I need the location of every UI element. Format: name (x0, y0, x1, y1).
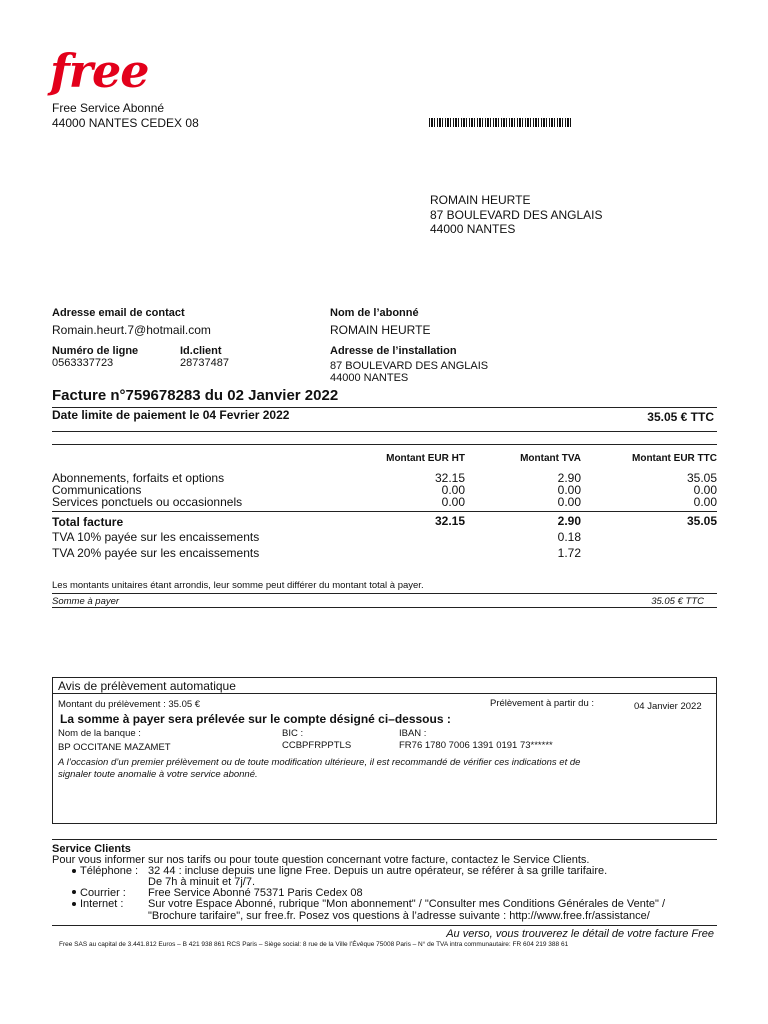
legal-footer: Free SAS au capital de 3.441.812 Euros – B 421 938 861 RCS Paris – Siège social: 8 rue de la Ville l’Évêque 75008 Paris – N° de TVA intra communautaire: FR 604 219 388 61 (59, 941, 569, 948)
sender-line-1: Free Service Abonné (52, 101, 165, 115)
header-ttc: Montant EUR TTC (632, 453, 717, 464)
row-label: Services ponctuels ou occasionnels (52, 495, 243, 509)
divider (52, 607, 717, 608)
tva-row-label: TVA 20% payée sur les encaissements (52, 546, 260, 560)
header-tva: Montant TVA (520, 453, 581, 464)
row-ttc: 0.00 (693, 483, 717, 497)
due-date: Date limite de paiement le 04 Fevrier 2022 (52, 408, 290, 422)
phone-line-2: De 7h à minuit et 7j/7. (148, 876, 256, 888)
debit-amount: Montant du prélèvement : 35.05 € (58, 699, 201, 710)
service-intro: Pour vous informer sur nos tarifs ou pour toute question concernant votre facture, contactez le Service Clients. (52, 854, 590, 866)
tva-row-value: 1.72 (557, 546, 581, 560)
row-label: Communications (52, 483, 142, 497)
line-number-label: Numéro de ligne (52, 345, 139, 357)
row-ht: 32.15 (434, 471, 465, 485)
install-city: 44000 NANTES (330, 372, 409, 384)
email-value: Romain.heurt.7@hotmail.com (52, 323, 211, 337)
install-street: 87 BOULEVARD DES ANGLAIS (330, 360, 489, 372)
amount-due-label: Somme à payer (52, 596, 120, 607)
invoice-title: Facture n°759678283 du 02 Janvier 2022 (52, 387, 339, 404)
row-ht: 0.00 (441, 495, 465, 509)
row-tva: 0.00 (557, 495, 581, 509)
bic-label: BIC : (282, 728, 304, 739)
web-label: Internet : (80, 898, 124, 910)
client-id-label: Id.client (180, 345, 222, 357)
line-number-value: 0563337723 (52, 357, 114, 369)
mail-address: Free Service Abonné 75371 Paris Cedex 08 (148, 887, 363, 899)
header-ht: Montant EUR HT (386, 453, 465, 464)
tva-row-value: 0.18 (557, 530, 581, 544)
total-ht: 32.15 (434, 514, 465, 528)
bic-value: CCBPFRPPTLS (282, 740, 352, 751)
row-ttc: 0.00 (693, 495, 717, 509)
recipient-street: 87 BOULEVARD DES ANGLAIS (430, 208, 603, 222)
total-label: Total facture (52, 515, 124, 529)
invoice-total-ttc: 35.05 € TTC (647, 410, 714, 424)
verso-note: Au verso, vous trouverez le détail de votre facture Free (446, 928, 714, 940)
install-address-label: Adresse de l’installation (330, 345, 457, 357)
amount-due-value: 35.05 € TTC (651, 596, 704, 607)
iban-label: IBAN : (399, 728, 427, 739)
iban-value: FR76 1780 7006 1391 0191 73****** (399, 740, 553, 751)
barcode (429, 118, 572, 127)
bullet-icon (72, 869, 76, 873)
row-ttc: 35.05 (686, 471, 717, 485)
bank-name-value: BP OCCITANE MAZAMET (58, 742, 171, 753)
web-line-2: "Brochure tarifaire", sur free.fr. Posez vos questions à l’adresse suivante : http://www.free.fr/assistance/ (148, 910, 650, 922)
divider (52, 431, 717, 432)
client-id-value: 28737487 (180, 357, 229, 369)
recipient-name: ROMAIN HEURTE (430, 193, 531, 207)
mail-label: Courrier : (80, 887, 126, 899)
divider (52, 693, 717, 694)
subscriber-label: Nom de l’abonné (330, 307, 419, 319)
divider (52, 511, 717, 512)
phone-label: Téléphone : (80, 865, 139, 877)
divider (52, 593, 717, 594)
service-title: Service Clients (52, 843, 131, 855)
web-line-1: Sur votre Espace Abonné, rubrique "Mon abonnement" / "Consulter mes Conditions Générales de Vente" / (148, 898, 666, 910)
debit-notice-line-1: A l’occasion d’un premier prélèvement ou de toute modification ultérieure, il est recommandé de vérifier ces indications et de (58, 757, 581, 768)
bullet-icon (72, 890, 76, 894)
divider (52, 839, 717, 840)
total-ttc: 35.05 (686, 514, 717, 528)
recipient-city: 44000 NANTES (430, 222, 516, 236)
row-tva: 2.90 (557, 471, 581, 485)
bullet-icon (72, 902, 76, 906)
row-ht: 0.00 (441, 483, 465, 497)
row-label: Abonnements, forfaits et options (52, 471, 225, 485)
debit-title: Avis de prélèvement automatique (58, 679, 236, 693)
divider (52, 444, 717, 445)
tva-row-label: TVA 10% payée sur les encaissements (52, 530, 260, 544)
bank-name-label: Nom de la banque : (58, 728, 141, 739)
subscriber-value: ROMAIN HEURTE (330, 323, 431, 337)
free-logo: free (50, 44, 149, 98)
total-tva: 2.90 (557, 514, 581, 528)
row-tva: 0.00 (557, 483, 581, 497)
rounding-note: Les montants unitaires étant arrondis, leur somme peut différer du montant total à payer. (52, 580, 424, 591)
debit-start-date: 04 Janvier 2022 (634, 701, 702, 712)
sender-line-2: 44000 NANTES CEDEX 08 (52, 116, 199, 130)
divider (52, 925, 717, 926)
debit-notice-line-2: signaler toute anomalie à votre service abonné. (58, 769, 258, 780)
debit-start-label: Prélèvement à partir du : (490, 698, 595, 709)
debit-heading: La somme à payer sera prélevée sur le compte désigné ci–dessous : (60, 712, 451, 726)
email-label: Adresse email de contact (52, 307, 185, 319)
phone-line-1: 32 44 : incluse depuis une ligne Free. Depuis un autre opérateur, se référer à sa grille tarifaire. (148, 865, 608, 877)
